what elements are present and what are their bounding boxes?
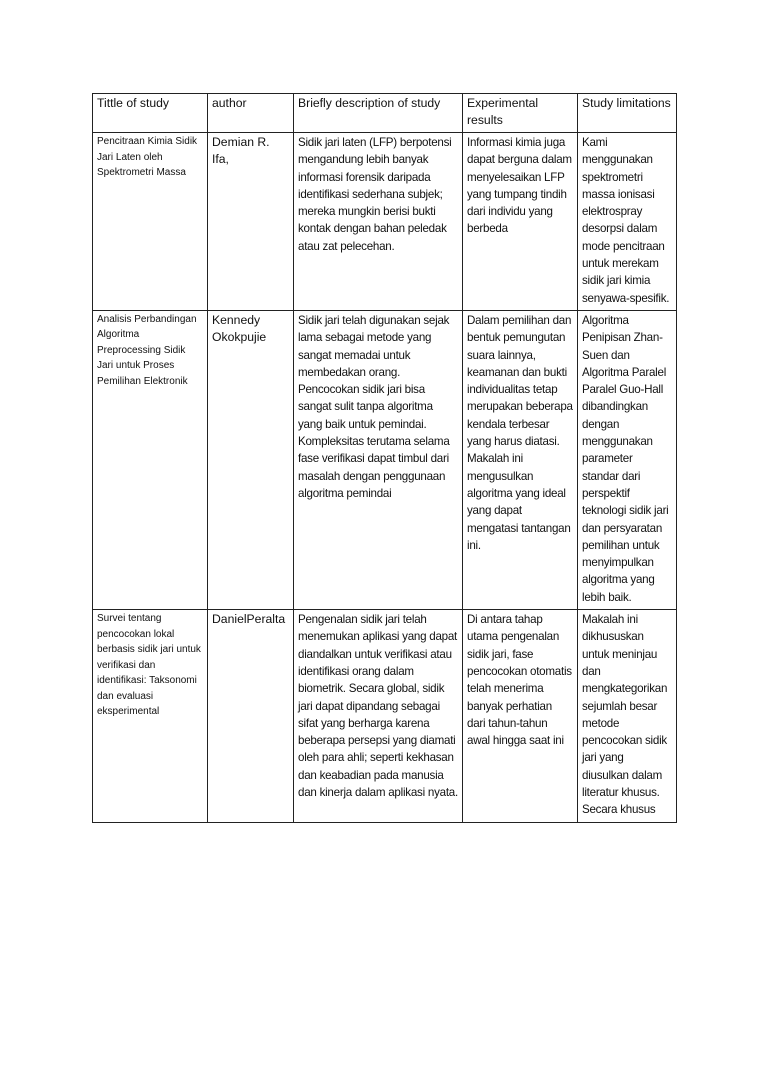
study-title-cell: Survei tentang pencocokan lokal berbasis sidik jari untuk verifikasi dan identifikasi: Taksonomi dan evaluasi eksperimental bbox=[93, 610, 208, 823]
header-author: author bbox=[208, 94, 294, 133]
header-title-of-study: Tittle of study bbox=[93, 94, 208, 133]
limitations-cell: Algoritma Penipisan Zhan-Suen dan Algoritma Paralel Paralel Guo-Hall dibandingkan dengan menggunakan parameter standar dari perspektif teknologi sidik jari dan persyaratan pemilihan untuk menyimpulkan algoritma yang lebih baik. bbox=[578, 310, 677, 609]
results-cell: Informasi kimia juga dapat berguna dalam menyelesaikan LFP yang tumpang tindih dari individu yang berbeda bbox=[463, 133, 578, 311]
table-row bbox=[93, 610, 677, 823]
results-cell: Di antara tahap utama pengenalan sidik jari, fase pencocokan otomatis telah menerima banyak perhatian dari tahun-tahun awal hingga saat ini bbox=[463, 610, 578, 823]
header-experimental-results: Experimental results bbox=[463, 94, 578, 133]
header-study-limitations: Study limitations bbox=[578, 94, 677, 133]
table-header-row bbox=[93, 94, 677, 133]
study-title-cell: Analisis Perbandingan Algoritma Preprocessing Sidik Jari untuk Proses Pemilihan Elektronik bbox=[93, 310, 208, 609]
table-row bbox=[93, 310, 677, 609]
description-cell: Sidik jari telah digunakan sejak lama sebagai metode yang sangat memadai untuk membedakan orang. Pencocokan sidik jari bisa sangat sulit tanpa algoritma yang baik untuk pemindai. Kompleksitas terutama selama fase verifikasi dapat timbul dari masalah dengan penggunaan algoritma pemindai bbox=[294, 310, 463, 609]
description-cell: Pengenalan sidik jari telah menemukan aplikasi yang dapat diandalkan untuk verifikasi atau identifikasi orang dalam biometrik. Secara global, sidik jari dapat dipandang sebagai sifat yang berharga karena beberapa persepsi yang diamati oleh para ahli; seperti kekhasan dan keabadian pada manusia dan kinerja dalam aplikasi nyata. bbox=[294, 610, 463, 823]
author-cell: Demian R. Ifa, bbox=[208, 133, 294, 311]
limitations-cell: Kami menggunakan spektrometri massa ionisasi elektrospray desorpsi dalam mode pencitraan untuk merekam sidik jari kimia senyawa-spesifik. bbox=[578, 133, 677, 311]
author-cell: DanielPeralta bbox=[208, 610, 294, 823]
description-cell: Sidik jari laten (LFP) berpotensi mengandung lebih banyak informasi forensik daripada identifikasi sederhana subjek; mereka mungkin berisi bukti kontak dengan bahan peledak atau zat pelecehan. bbox=[294, 133, 463, 311]
study-title-cell: Pencitraan Kimia Sidik Jari Laten oleh Spektrometri Massa bbox=[93, 133, 208, 311]
header-description: Briefly description of study bbox=[294, 94, 463, 133]
literature-review-table bbox=[92, 93, 677, 823]
results-cell: Dalam pemilihan dan bentuk pemungutan suara lainnya, keamanan dan bukti individualitas tetap merupakan beberapa kendala terbesar yang harus diatasi. Makalah ini mengusulkan algoritma yang ideal yang dapat mengatasi tantangan ini. bbox=[463, 310, 578, 609]
table-row bbox=[93, 133, 677, 311]
limitations-cell: Makalah ini dikhususkan untuk meninjau dan mengkategorikan sejumlah besar metode pencocokan sidik jari yang diusulkan dalam literatur khusus. Secara khusus bbox=[578, 610, 677, 823]
author-cell: Kennedy Okokpujie bbox=[208, 310, 294, 609]
